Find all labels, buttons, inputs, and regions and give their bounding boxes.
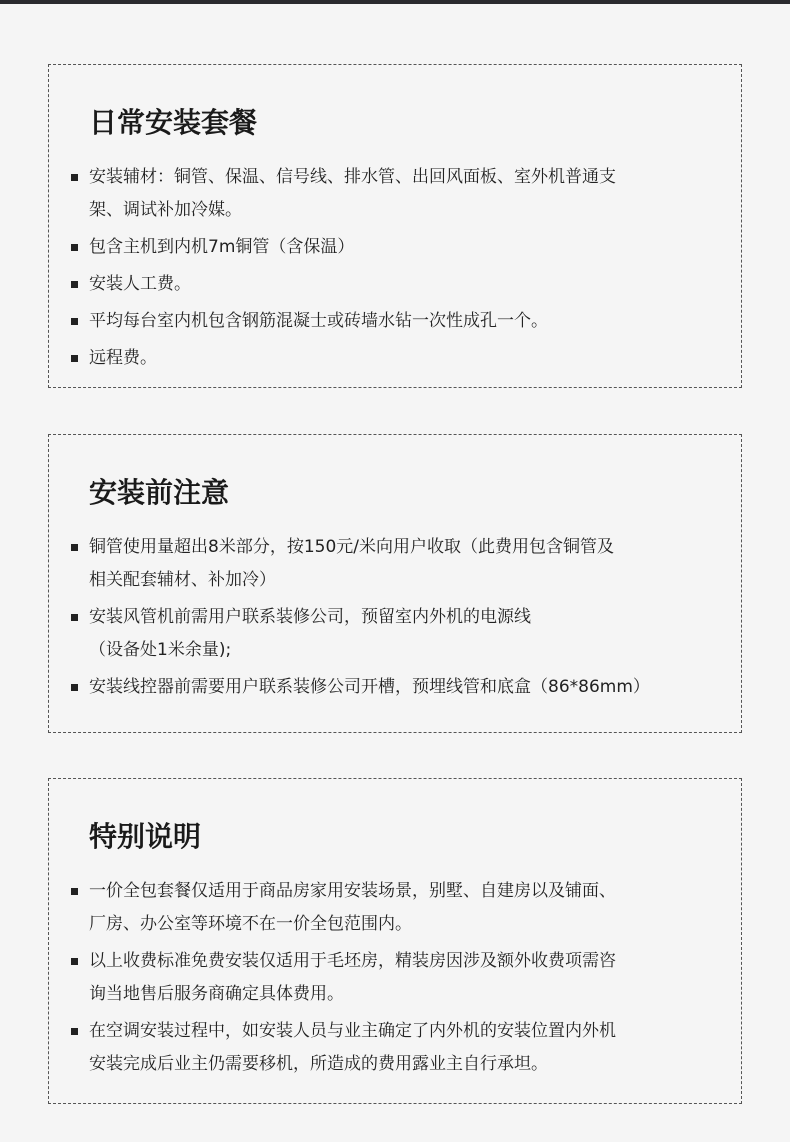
list-item (69, 268, 719, 301)
list-item-text: 铜管使用量超出8米部分，按150元/米向用户收取（此费用包含铜管及 相关配套辅材、补加冷） (89, 537, 614, 590)
item-list (69, 531, 719, 708)
list-item (69, 671, 719, 704)
list-item (69, 161, 719, 227)
list-item-text: 安装风管机前需用户联系装修公司，预留室内外机的电源线 （设备处1米余量); (89, 607, 531, 660)
list-item-text: 安装线控器前需要用户联系装修公司开槽，预埋线管和底盒（86*86mm） (89, 677, 650, 697)
item-list (69, 875, 719, 1085)
section-title: 安装前注意 (89, 476, 230, 509)
list-item (69, 1015, 719, 1081)
list-item (69, 531, 719, 597)
list-item-text: 安装人工费。 (89, 274, 191, 294)
section-title: 特别说明 (89, 820, 202, 853)
list-item-text: 在空调安装过程中，如安装人员与业主确定了内外机的安装位置内外机 安装完成后业主仍需要移机，所造成的费用露业主自行承坦。 (89, 1021, 616, 1074)
section-daily-install-package (48, 64, 742, 388)
list-item (69, 875, 719, 941)
square-bullet-icon (71, 544, 78, 551)
list-item-text: 以上收费标准免费安装仅适用于毛坯房，精装房因涉及额外收费项需咨 询当地售后服务商确定具体费用。 (89, 951, 616, 1004)
list-item-text: 一价全包套餐仅适用于商品房家用安装场景，别墅、自建房以及铺面、 厂房、办公室等环境不在一价全包范围内。 (89, 881, 616, 934)
square-bullet-icon (71, 888, 78, 895)
list-item-text: 平均每台室内机包含钢筋混凝士或砖墙水钻一次性成孔一个。 (89, 311, 548, 331)
list-item (69, 305, 719, 338)
square-bullet-icon (71, 1028, 78, 1035)
square-bullet-icon (71, 174, 78, 181)
square-bullet-icon (71, 318, 78, 325)
top-bar (0, 0, 790, 4)
list-item (69, 601, 719, 667)
item-list (69, 161, 719, 379)
square-bullet-icon (71, 244, 78, 251)
section-title: 日常安装套餐 (89, 106, 258, 139)
list-item (69, 231, 719, 264)
list-item (69, 342, 719, 375)
square-bullet-icon (71, 614, 78, 621)
list-item-text: 安装辅材：铜管、保温、信号线、排水管、出回风面板、室外机普通支 架、调试补加冷媒。 (89, 167, 616, 220)
square-bullet-icon (71, 281, 78, 288)
square-bullet-icon (71, 958, 78, 965)
list-item-text: 包含主机到内机7m铜管（含保温） (89, 237, 355, 257)
section-special-notes (48, 778, 742, 1104)
section-pre-install-notes (48, 434, 742, 733)
list-item (69, 945, 719, 1011)
square-bullet-icon (71, 684, 78, 691)
square-bullet-icon (71, 355, 78, 362)
list-item-text: 远程费。 (89, 348, 157, 368)
